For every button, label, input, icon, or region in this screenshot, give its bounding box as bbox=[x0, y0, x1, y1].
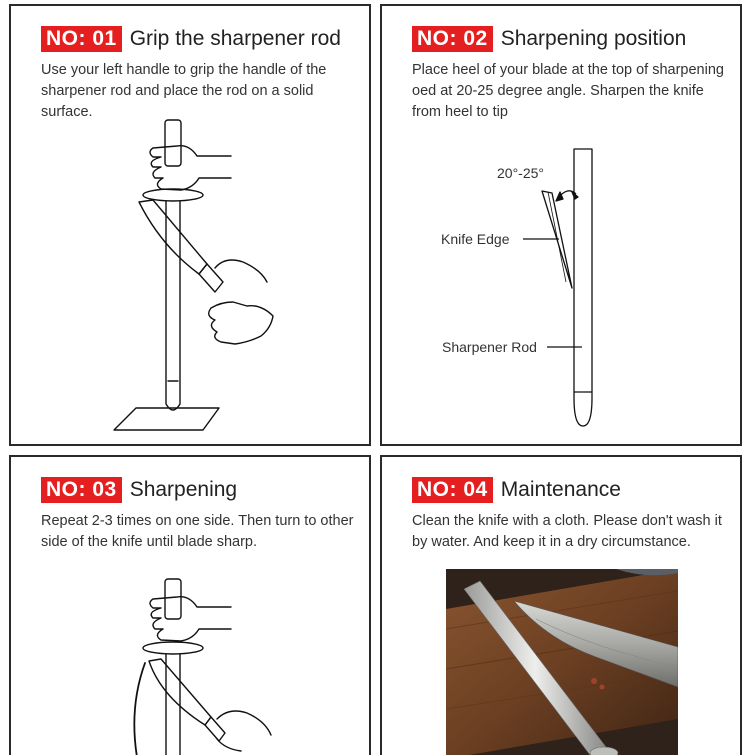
step-4-panel bbox=[380, 455, 742, 755]
step-1-badge: NO: 01 bbox=[41, 26, 122, 52]
step-1-description: Use your left handle to grip the handle of the sharpener rod and place the rod on a solid surface. bbox=[41, 62, 327, 120]
sharpener-rod-icon bbox=[574, 149, 592, 426]
knife-icon bbox=[139, 200, 207, 274]
step-4-title: Maintenance bbox=[500, 478, 621, 501]
grip-illustration bbox=[11, 6, 371, 446]
step-2-badge: NO: 02 bbox=[412, 26, 493, 52]
step-2-description: Place heel of your blade at the top of sharpening oed at 20-25 degree angle. Sharpen the knife from heel to tip bbox=[412, 62, 724, 120]
step-4-badge: NO: 04 bbox=[412, 477, 493, 503]
solid-surface bbox=[114, 408, 219, 430]
knife-edge-label: Knife Edge bbox=[441, 231, 510, 247]
sharpener-rod-label: Sharpener Rod bbox=[442, 339, 537, 355]
sharpener-rod-icon bbox=[166, 201, 180, 410]
rod-guard bbox=[143, 189, 203, 201]
rod-handle bbox=[165, 120, 181, 166]
position-diagram bbox=[382, 6, 742, 446]
step-3-description: Repeat 2-3 times on one side. Then turn to other side of the knife until blade sharp. bbox=[41, 513, 354, 550]
hand-grip-icon bbox=[150, 597, 231, 641]
step-3-panel bbox=[9, 455, 371, 755]
maintenance-photo bbox=[446, 569, 678, 755]
step-2-panel bbox=[380, 4, 742, 446]
sharpening-illustration bbox=[11, 457, 371, 755]
hand-grip-icon bbox=[150, 146, 231, 190]
step-3-badge: NO: 03 bbox=[41, 477, 122, 503]
step-2-title: Sharpening position bbox=[500, 27, 687, 50]
step-1-panel bbox=[9, 4, 371, 446]
step-1-title: Grip the sharpener rod bbox=[129, 27, 341, 50]
angle-label: 20°-25° bbox=[497, 165, 545, 181]
step-4-description: Clean the knife with a cloth. Please don't wash it by water. And keep it in a dry circumstance. bbox=[412, 513, 722, 550]
step-4-header bbox=[412, 477, 621, 503]
step-3-title: Sharpening bbox=[129, 478, 238, 501]
